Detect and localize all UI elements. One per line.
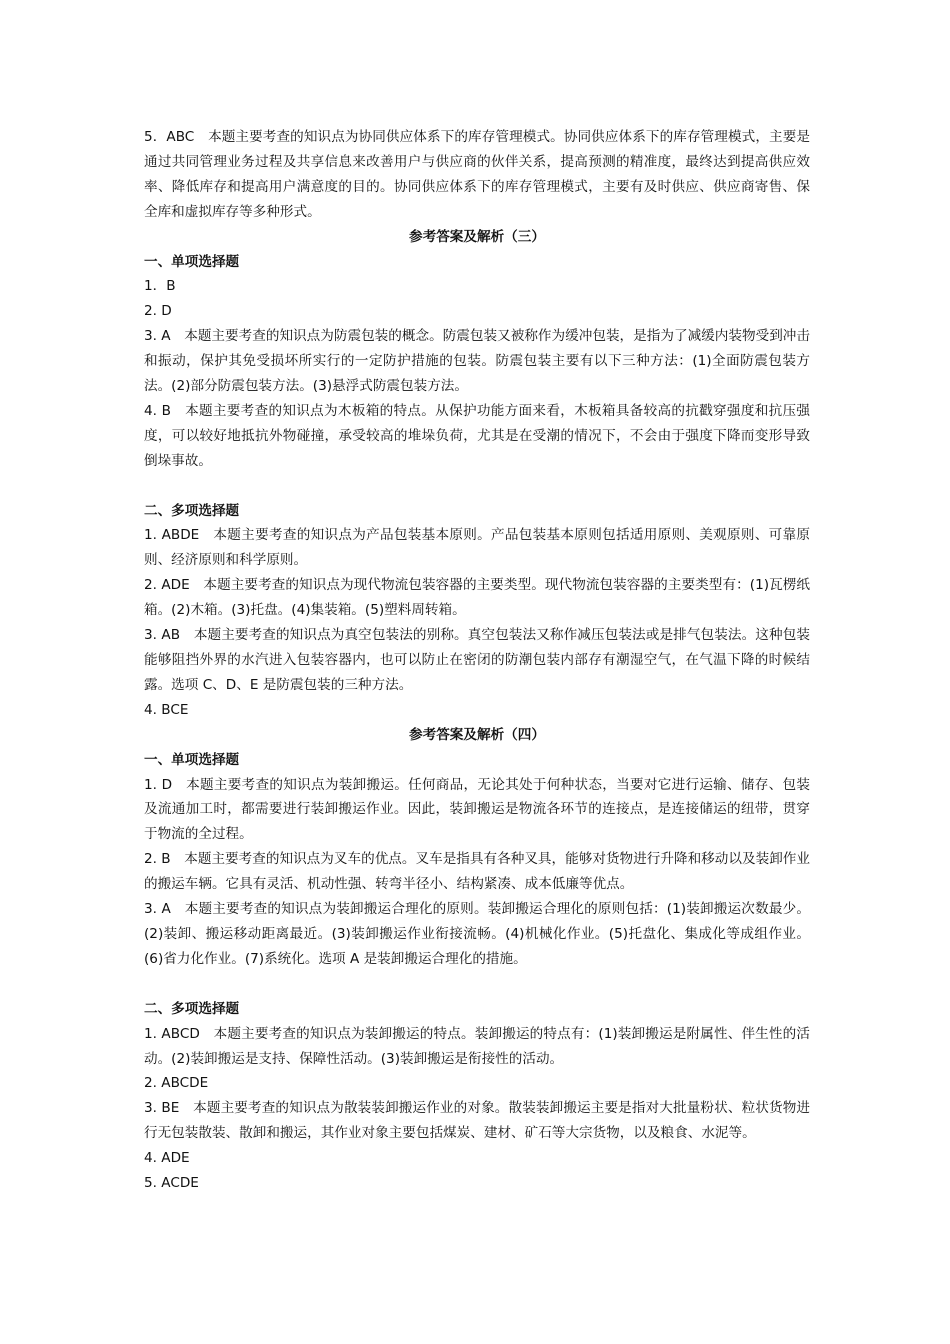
answer-paragraph: 3. A 本题主要考查的知识点为防震包装的概念。防震包装又被称作为缓冲包装，是指为了减缓内装物受到冲击和振动，保护其免受损坏所实行的一定防护措施的包装。防震包装主要有以下三种方法：(1)全面防震包装方法。(2)部分防震包装方法。(3)悬浮式防震包装方法。: [144, 328, 810, 395]
answer-paragraph: 2. B 本题主要考查的知识点为叉车的优点。叉车是指具有各种叉具，能够对货物进行升降和移动以及装卸作业的搬运车辆。它具有灵活、机动性强、转弯半径小、结构紧凑、成本低廉等优点。: [144, 851, 810, 893]
answer-paragraph: 1. ABDE 本题主要考查的知识点为产品包装基本原则。产品包装基本原则包括适用原则、美观原则、可靠原则、经济原则和科学原则。: [144, 527, 810, 569]
single-choice-heading: 一、单项选择题: [144, 751, 240, 768]
answer-paragraph: 3. A 本题主要考查的知识点为装卸搬运合理化的原则。装卸搬运合理化的原则包括：(1)装卸搬运次数最少。(2)装卸、搬运移动距离最近。(3)装卸搬运作业衔接流畅。(4)机械化作业。(5)托盘化、集成化等成组作业。(6)省力化作业。(7)系统化。选项 A 是装卸搬运合理化的措施。: [144, 901, 810, 967]
page-content: [144, 125, 810, 1196]
blank-line: [144, 972, 810, 997]
section-title-3: 参考答案及解析（三）: [409, 228, 545, 245]
answer-paragraph: 3. BE 本题主要考查的知识点为散装装卸搬运作业的对象。散装装卸搬运主要是指对大批量粉状、粒状货物进行无包装散装、散卸和搬运，其作业对象主要包括煤炭、建材、矿石等大宗货物，以及粮食、水泥等。: [144, 1100, 810, 1142]
answer-paragraph: 4. BCE: [144, 701, 189, 718]
single-choice-heading: 一、单项选择题: [144, 253, 240, 270]
section-title-4: 参考答案及解析（四）: [409, 726, 545, 743]
answer-paragraph: 1．B: [144, 278, 176, 295]
answer-paragraph: 4. ADE: [144, 1150, 190, 1167]
answer-paragraph: 2. D: [144, 303, 172, 320]
answer-paragraph: 1. ABCD 本题主要考查的知识点为装卸搬运的特点。装卸搬运的特点有：(1)装卸搬运是附属性、伴生性的活动。(2)装卸搬运是支持、保障性活动。(3)装卸搬运是衔接性的活动。: [144, 1025, 810, 1067]
multiple-choice-heading: 二、多项选择题: [144, 1000, 240, 1017]
answer-paragraph: 5. ACDE: [144, 1175, 199, 1192]
answer-paragraph: 1. D 本题主要考查的知识点为装卸搬运。任何商品，无论其处于何种状态，当要对它进行运输、储存、包装及流通加工时，都需要进行装卸搬运作业。因此，装卸搬运是物流各环节的连接点，是连接储运的纽带，贯穿于物流的全过程。: [144, 776, 810, 843]
answer-paragraph: 3. AB 本题主要考查的知识点为真空包装法的别称。真空包装法又称作减压包装法或是排气包装法。这种包装能够阻挡外界的水汽进入包装容器内，也可以防止在密闭的防潮包装内部存有潮湿空气，在气温下降的时候结露。选项 C、D、E 是防震包装的三种方法。: [144, 627, 810, 693]
answer-paragraph: 2. ADE 本题主要考查的知识点为现代物流包装容器的主要类型。现代物流包装容器的主要类型有：(1)瓦楞纸箱。(2)木箱。(3)托盘。(4)集装箱。(5)塑料周转箱。: [144, 577, 810, 619]
blank-line: [144, 474, 810, 499]
multiple-choice-heading: 二、多项选择题: [144, 502, 240, 519]
answer-paragraph: 2. ABCDE: [144, 1075, 209, 1092]
answer-paragraph: 5．ABC 本题主要考查的知识点为协同供应体系下的库存管理模式。协同供应体系下的库存管理模式，主要是通过共同管理业务过程及共享信息来改善用户与供应商的伙伴关系，提高预测的精准度，最终达到提高供应效率、降低库存和提高用户满意度的目的。协同供应体系下的库存管理模式，主要有及时供应、供应商寄售、保全库和虚拟库存等多种形式。: [144, 129, 810, 220]
answer-paragraph: 4. B 本题主要考查的知识点为木板箱的特点。从保护功能方面来看，木板箱具备较高的抗戳穿强度和抗压强度，可以较好地抵抗外物碰撞，承受较高的堆垛负荷，尤其是在受潮的情况下，不会由于强度下降而变形导致倒垛事故。: [144, 402, 810, 469]
